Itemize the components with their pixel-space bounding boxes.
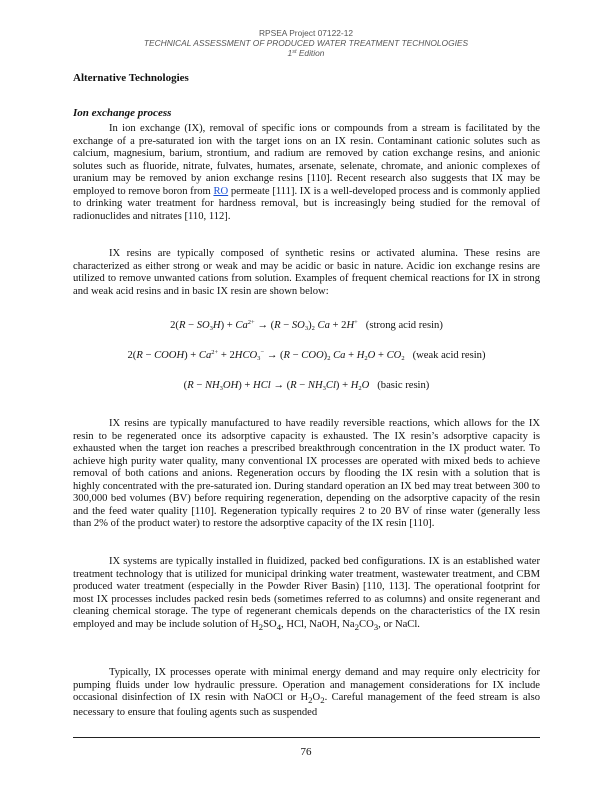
paragraph-5: Typically, IX processes operate with minimal energy demand and may require only electricity for pumping fluids under low hydraulic pressure. Operation and management considerations for IX include occasional disinfection of IX resin with NaOCl or $H_2O_2$. Careful management of the feed stream is also necessary to ensure that fouling agents such as suspended (73, 667, 541, 718)
paragraph-3: IX resins are typically manufactured to have readily reversible reactions, which allows for the IX resin to be regenerated once its adsorptive capacity is exhausted. The IX resin’s adsorptive capacity is exhausted when the target ion reaches a prescribed breakthrough concentration in the IX product water. To achieve high purity water quality, many conventional IX processes are operated with mixed beds to achieve removal of both cations and anions. Regeneration occurs by flooding the IX resin with a solution that is highly concentrated with the pre-saturated ion. During standard operation an IX bed may treat between 300 to 300,000 bed volumes (BV) before requiring regeneration, depending on the adsorptive capacity of the resin and the feed water quality [110]. Regeneration typically requires 2 to 20 BV of rinse water (generally less than 2% of the product water) to restore the adsorptive capacity of the IX resin [110]. (73, 418, 540, 530)
equation-basic: $(R - NH_3OH)$ + HCl → $(R - NH_3Cl) + H_2O$ (basic resin) (183, 380, 430, 392)
subsection-title: Ion exchange process (73, 107, 172, 119)
header-title: TECHNICAL ASSESSMENT OF PRODUCED WATER TREATMENT TECHNOLOGIES (143, 38, 469, 48)
equation-weak-acid: 2(R − COOH) + $Ca^{2+} + 2HCO_3^- \to (R - COO)_2$ $Ca + H_2O + CO_2$ (weak acid resin) (127, 349, 486, 362)
paragraph-2: IX resins are typically composed of synthetic resins or activated alumina. These resins are characterized as either strong or weak and may be acidic or basic in nature. Acidic ion exchange resins are utilized to remove unwanted cations from solution. Examples of frequent chemical reactions for IX in strong and weak acid resins and in basic IX resin are shown below: (73, 248, 540, 297)
header-edition: 1st Edition (287, 48, 325, 58)
section-title: Alternative Technologies (73, 72, 189, 84)
page-number: 76 (300, 746, 312, 758)
equation-strong-acid: $2(R - SO_3H) + Ca^{2+} \to (R - SO_3)_2$ Ca + 2H+ (strong acid resin) (170, 319, 443, 332)
header-project: RPSEA Project 07122-12 (258, 28, 354, 38)
ro-link[interactable]: RO (213, 185, 229, 197)
paragraph-4: IX systems are typically installed in fluidized, packed bed configurations. IX is an established water treatment technology that is utilized for municipal drinking water treatment, wastewater treatment, and CBM produced water treatment (especially in the Powder River Basin) [110, 113]. The operational footprint for most IX processes includes packed resin beds (sometimes referred to as columns) and onsite regenerant and cleaning chemical storage. The type of regenerant chemicals depends on the characteristics of the IX resin employed and may be include solution of $H_2SO_4$, HCl, NaOH, $Na_2CO_3$, or NaCl. (73, 556, 540, 632)
footer-rule (73, 737, 540, 738)
paragraph-1: In ion exchange (IX), removal of specific ions or compounds from a stream is facilitated by the exchange of a pre-saturated ion with the target ions on an IX resin. Contaminant cationic solutes such as calcium, magnesium, barium, strontium, and radium are removed by cation exchange resins, and anionic solutes such as fluoride, nitrate, fulvates, humates, arsenate, selenate, chromate, and anionic complexes of uranium may be removed by anion exchange resins [110]. Recent research also suggests that IX may be employed to remove boron from RO permeate [111]. IX is a well-developed process and is commonly applied to drinking water treatment for hardness removal, but is increasingly being studied for the removal of radionuclides and nitrates [110, 112]. (73, 123, 540, 222)
